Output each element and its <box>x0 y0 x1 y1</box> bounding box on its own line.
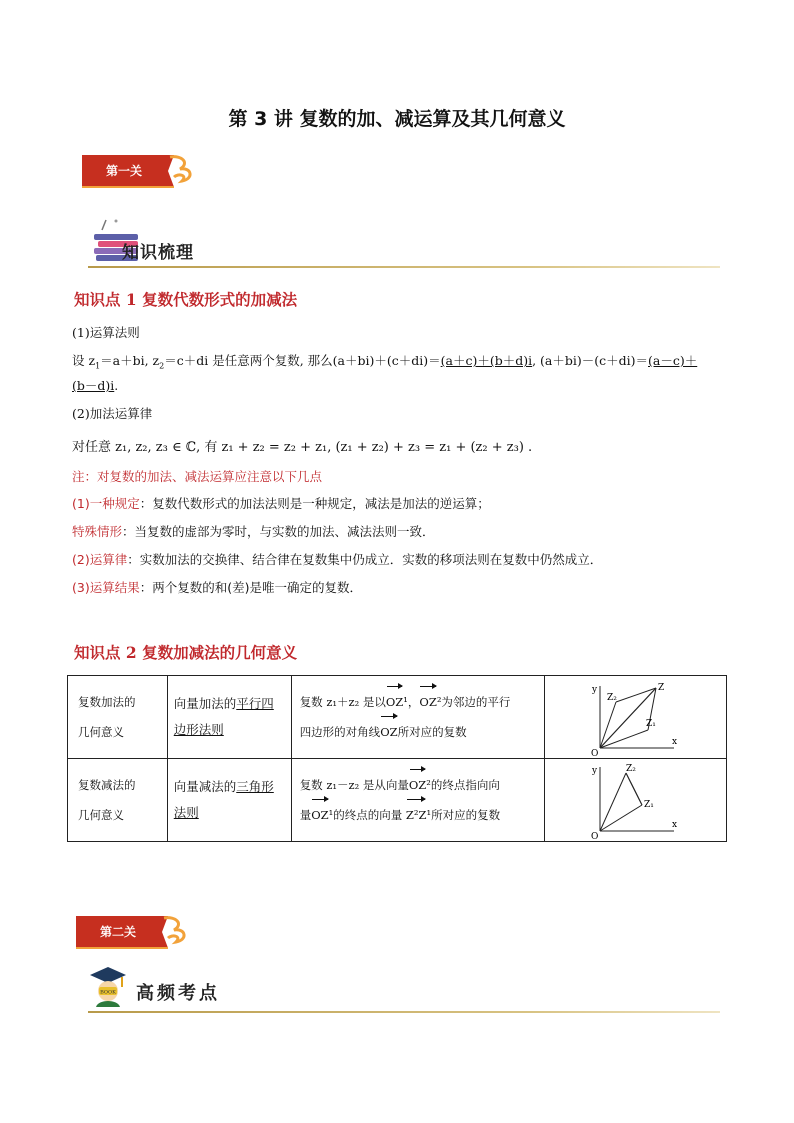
fig-label: Z₂ <box>607 693 618 703</box>
level-ribbon-1 <box>82 153 197 189</box>
note-text: ：两个复数的和(差)是唯一确定的复数． <box>139 580 362 595</box>
desc-text: 四边形的对角线 <box>299 725 381 739</box>
desc-text: ¹的终点的向量 <box>328 808 406 822</box>
kp2-heading: 知识点 2 复数加减法的几何意义 <box>74 643 298 662</box>
note-text: ：实数加法的交换律、结合律在复数集中仍成立．实数的移项法则在复数中仍然成立． <box>127 552 603 567</box>
row-figure-cell <box>544 759 726 842</box>
section-title: 知识梳理 <box>122 243 194 263</box>
note-item-4 <box>72 578 362 596</box>
rule-text: 设 z <box>72 353 96 368</box>
kp1-law-title: (2)加法运算律 <box>72 406 153 421</box>
fig-label: Z₁ <box>644 800 655 810</box>
rule-text: 向量减法的 <box>173 779 237 794</box>
kp1-heading: 知识点 1 复数代数形式的加减法 <box>74 290 298 309</box>
table-row <box>68 759 727 842</box>
section-divider <box>88 266 720 268</box>
fig-label: x <box>672 820 678 830</box>
desc-text: 复数 z₁－z₂ 是从向量 <box>299 778 409 792</box>
desc-text: ¹所对应的复数 <box>426 808 501 822</box>
desc-text: 复数 z₁＋z₂ 是以 <box>299 695 386 709</box>
rule-text: 向量加法的 <box>173 696 237 711</box>
vector-label: OZ <box>409 770 426 800</box>
desc-text: 量 <box>299 808 312 822</box>
row-desc-cell <box>291 676 544 759</box>
geometry-table <box>67 675 727 842</box>
section-header-knowledge <box>88 218 720 268</box>
section-header-frequent <box>88 963 720 1013</box>
book-label: BOOK <box>100 989 116 996</box>
ribbon-label: 第二关 <box>100 925 137 939</box>
fig-label: O <box>591 832 599 839</box>
triangle-figure <box>590 761 680 839</box>
fig-label: y <box>592 766 598 776</box>
level-ribbon-2 <box>76 914 191 950</box>
fig-label: O <box>591 749 599 756</box>
section-title: 高频考点 <box>136 983 220 1004</box>
rule-text: , (a＋bi)－(c＋di)＝ <box>532 353 649 368</box>
page-title: 第 3 讲 复数的加、减运算及其几何意义 <box>228 108 566 130</box>
note-item-3 <box>72 550 602 568</box>
desc-text: 所对应的复数 <box>397 725 467 739</box>
row-rule-cell <box>167 676 291 759</box>
row-name: 复数加法的 <box>78 695 136 709</box>
fig-label: Z <box>658 683 665 693</box>
ribbon-label: 第一关 <box>106 164 143 178</box>
note-label: (3)运算结果 <box>72 580 140 595</box>
row-rule-cell <box>167 759 291 842</box>
rule-underlined: 三角形 <box>236 779 274 794</box>
note-item-2 <box>72 522 435 540</box>
row-name-cell <box>68 759 168 842</box>
rule-underlined: 法则 <box>173 805 199 820</box>
vector-label: OZ <box>380 717 397 747</box>
kp1-rule-line-2 <box>72 376 118 394</box>
rule-text: ＝c＋di 是任意两个复数, 那么(a＋bi)＋(c＋di)＝ <box>164 353 441 368</box>
rule-diff: (a－c)＋ <box>648 353 698 368</box>
row-name-cell <box>68 676 168 759</box>
fig-label: Z₂ <box>626 764 637 774</box>
row-name: 几何意义 <box>78 808 124 822</box>
kp1-law-text: 对任意 z₁, z₂, z₃ ∈ ℂ, 有 z₁ + z₂ = z₂ + z₁, (z₁ + z₂) + z₃ = z₁ + (z₂ + z₃) . <box>72 440 533 455</box>
section-divider <box>88 1011 720 1013</box>
note-text: ：复数代数形式的加法法则是一种规定，减法是加法的逆运算； <box>139 496 490 511</box>
fig-label: y <box>592 685 598 695</box>
note-label: (1)一种规定 <box>72 496 140 511</box>
note-title: 注：对复数的加法、减法运算应注意以下几点 <box>72 469 323 484</box>
note-label: (2)运算律 <box>72 552 128 567</box>
fig-label: x <box>672 737 678 747</box>
desc-text: ¹， <box>403 695 420 709</box>
vector-label: OZ <box>386 687 403 717</box>
rule-diff-continued: (b－d)i <box>72 378 115 393</box>
note-item-1 <box>72 494 490 512</box>
row-name: 几何意义 <box>78 725 124 739</box>
desc-text: ²为邻边的平行 <box>436 695 511 709</box>
vector-label: OZ <box>419 687 436 717</box>
table-row <box>68 676 727 759</box>
rule-text: ＝a＋bi, z <box>100 353 160 368</box>
vector-label: Z²Z <box>406 800 427 830</box>
rule-underlined: 平行四 <box>236 696 274 711</box>
row-figure-cell <box>544 676 726 759</box>
kp1-rule-line: 设 $z_1=a+bi$, $z_2=c+di$ 是任意两个复数, 那么(a＋bi)＋(c＋di)＝(a＋c)＋(b＋d)i, (a＋bi)－(c＋di)＝(a－c)＋ <box>72 353 698 371</box>
rule-sum: (a＋c)＋(b＋d)i <box>440 353 533 368</box>
row-desc-cell <box>291 759 544 842</box>
note-text: ：当复数的虚部为零时，与实数的加法、减法法则一致． <box>122 524 435 539</box>
fig-label: Z₁ <box>646 719 657 729</box>
desc-text: ²的终点指向向 <box>426 778 500 792</box>
parallelogram-figure <box>590 678 680 756</box>
rule-text: . <box>114 378 119 393</box>
graduation-cap-icon <box>88 963 128 1009</box>
note-label: 特殊情形 <box>72 524 123 539</box>
rule-underlined: 边形法则 <box>173 722 224 737</box>
vector-label: OZ <box>311 800 328 830</box>
kp1-rule-title: (1)运算法则 <box>72 325 140 340</box>
row-name: 复数减法的 <box>78 778 136 792</box>
